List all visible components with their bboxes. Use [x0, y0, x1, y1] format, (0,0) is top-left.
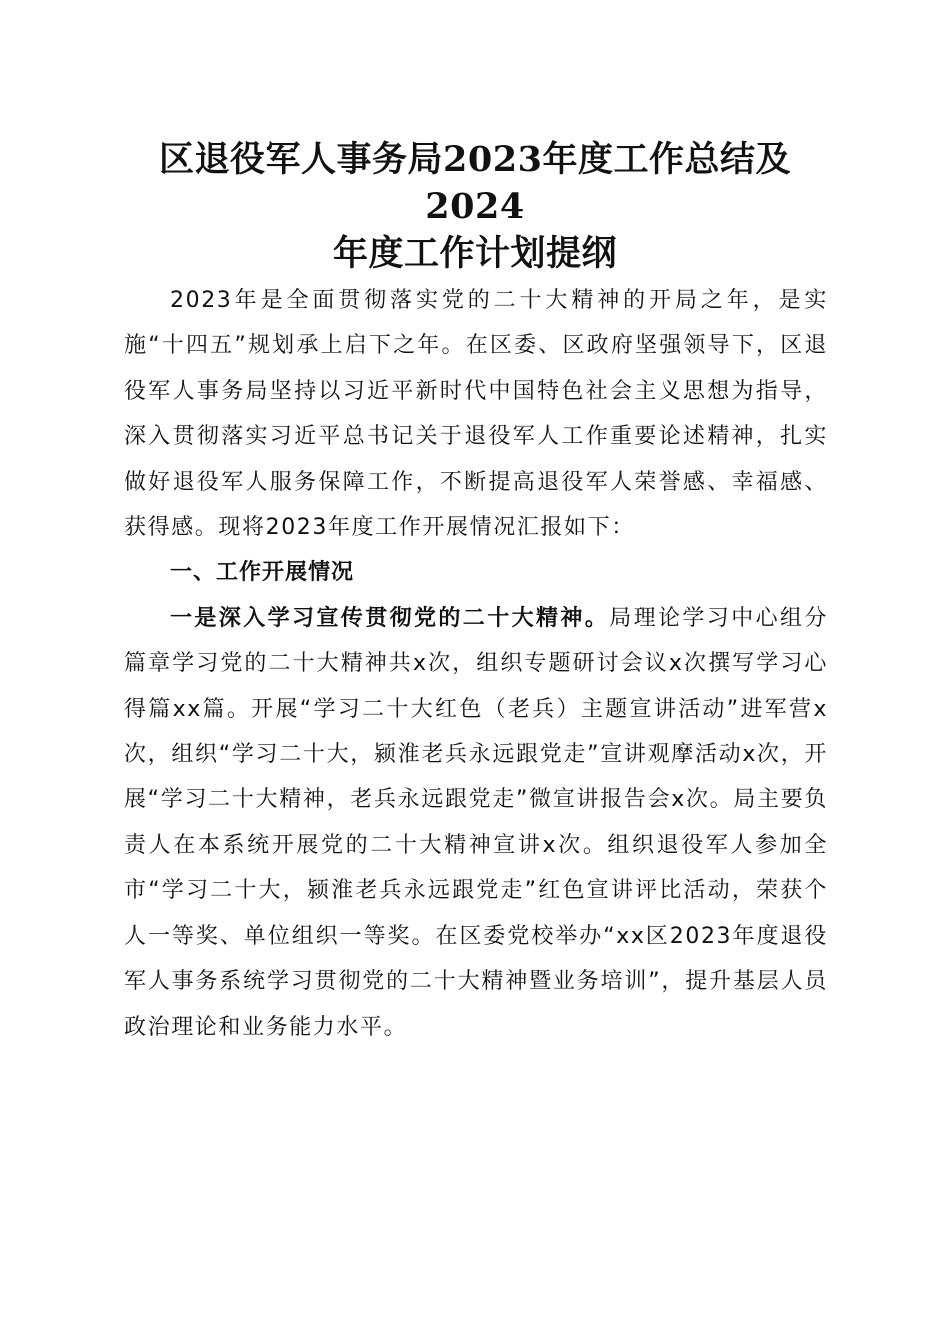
document-body	[124, 278, 828, 1050]
item-paragraph	[124, 596, 828, 1050]
item-lead: 一是深入学习宣传贯彻党的二十大精神。	[170, 605, 610, 631]
item-body: 局理论学习中心组分篇章学习党的二十大精神共x次，组织专题研讨会议x次撰写学习心得篇xx篇。开展“学习二十大红色（老兵）主题宣讲活动”进军营x次，组织“学习二十大，颍淮老兵永远跟党走”宣讲观摩活动x次，开展“学习二十大精神，老兵永远跟党走”微宣讲报告会x次。局主要负责人在本系统开展党的二十大精神宣讲x次。组织退役军人参加全市“学习二十大，颍淮老兵永远跟党走”红色宣讲评比活动，荣获个人一等奖、单位组织一等奖。在区委党校举办“xx区2023年度退役军人事务系统学习贯彻党的二十大精神暨业务培训”，提升基层人员政治理论和业务能力水平。	[124, 605, 828, 1040]
title-line-1: 区退役军人事务局2023年度工作总结及2024	[159, 139, 791, 227]
section-heading: 一、工作开展情况	[170, 560, 355, 586]
intro-paragraph: 2023年是全面贯彻落实党的二十大精神的开局之年，是实施“十四五”规划承上启下之年。在区委、区政府坚强领导下，区退役军人事务局坚持以习近平新时代中国特色社会主义思想为指导，深入贯彻落实习近平总书记关于退役军人工作重要论述精神，扎实做好退役军人服务保障工作，不断提高退役军人荣誉感、幸福感、获得感。现将2023年度工作开展情况汇报如下：	[124, 288, 828, 541]
title-line-2: 年度工作计划提纲	[332, 233, 617, 274]
document-title	[110, 136, 840, 277]
